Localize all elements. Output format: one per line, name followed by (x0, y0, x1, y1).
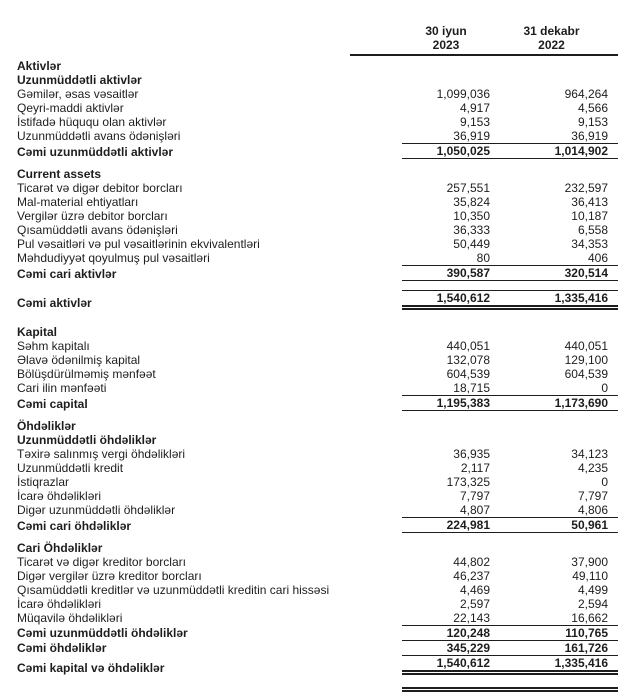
row-values (402, 265, 618, 281)
row-label: Cari ilin mənfəəti (17, 381, 107, 395)
row-values (402, 115, 618, 129)
value-31-dekabr-2022: 4,566 (577, 101, 608, 115)
item-row (17, 583, 618, 597)
row-label: Ticarət və digər debitor borcları (17, 181, 183, 195)
value-30-iyun-2023: 36,333 (453, 223, 490, 237)
value-31-dekabr-2022: 232,597 (564, 181, 608, 195)
value-30-iyun-2023: 440,051 (446, 339, 490, 353)
value-30-iyun-2023: 50,449 (453, 237, 490, 251)
value-31-dekabr-2022: 964,264 (564, 87, 608, 101)
row-values (402, 143, 618, 159)
row-values (402, 395, 618, 411)
section-heading: Kapital (17, 325, 58, 339)
total-row (17, 625, 618, 640)
item-row (17, 461, 618, 475)
value-31-dekabr-2022: 36,413 (571, 195, 608, 209)
value-30-iyun-2023: 4,807 (459, 503, 490, 517)
value-31-dekabr-2022: 49,110 (572, 569, 608, 583)
value-30-iyun-2023: 224,981 (446, 518, 490, 532)
section-heading: Öhdəliklər (17, 419, 76, 433)
value-30-iyun-2023: 44,802 (453, 555, 490, 569)
section-heading: Uzunmüddətli aktivlər (17, 73, 142, 87)
row-values (402, 339, 618, 353)
value-31-dekabr-2022: 9,153 (577, 115, 608, 129)
row-label: Mal-material ehtiyatları (17, 195, 139, 209)
row-label: Ticarət və digər kreditor borcları (17, 555, 186, 569)
item-row (17, 129, 618, 143)
item-row (17, 251, 618, 265)
item-row (17, 569, 618, 583)
row-values (402, 129, 618, 143)
section-row (17, 433, 618, 447)
value-30-iyun-2023: 604,539 (446, 367, 490, 381)
row-label: Təxirə salınmış vergi öhdəlikləri (17, 447, 186, 461)
row-label: Cəmi cari öhdəliklər (17, 519, 132, 533)
row-values (402, 195, 618, 209)
value-30-iyun-2023: 120,248 (446, 626, 490, 640)
value-30-iyun-2023: 35,824 (453, 195, 490, 209)
item-row (17, 209, 618, 223)
value-30-iyun-2023: 22,143 (453, 611, 490, 625)
row-values (402, 583, 618, 597)
row-values (402, 251, 618, 265)
item-row (17, 503, 618, 517)
row-label: Cəmi capital (17, 397, 88, 411)
row-values (402, 611, 618, 625)
value-31-dekabr-2022: 320,514 (564, 266, 608, 280)
row-label: Cəmi öhdəliklər (17, 641, 107, 655)
value-31-dekabr-2022: 0 (601, 475, 608, 489)
column-header-31-dekabr-2022 (495, 24, 618, 52)
value-31-dekabr-2022: 0 (601, 381, 608, 395)
value-31-dekabr-2022: 34,123 (571, 447, 608, 461)
row-label: İstiqrazlar (17, 475, 70, 489)
value-30-iyun-2023: 4,917 (459, 101, 490, 115)
column-header-line: 2023 (432, 38, 460, 52)
row-values (402, 461, 618, 475)
value-31-dekabr-2022: 1,173,690 (554, 396, 608, 410)
value-30-iyun-2023: 1,540,612 (436, 291, 490, 305)
section-heading: Aktivlər (17, 59, 62, 73)
row-values (402, 353, 618, 367)
row-label: Müqavilə öhdəlikləri (17, 611, 123, 625)
row-values (402, 640, 618, 655)
item-row (17, 475, 618, 489)
financial-statement-rows (17, 59, 618, 692)
row-values (402, 181, 618, 195)
row-values (402, 367, 618, 381)
row-values (402, 381, 618, 395)
row-label: Bölüşdürülməmiş mənfəət (17, 367, 156, 381)
value-30-iyun-2023: 2,597 (459, 597, 490, 611)
value-31-dekabr-2022: 440,051 (564, 339, 608, 353)
value-31-dekabr-2022: 4,235 (577, 461, 608, 475)
row-values (402, 569, 618, 583)
row-values (402, 223, 618, 237)
value-30-iyun-2023: 36,935 (453, 447, 490, 461)
total-row (17, 395, 618, 411)
row-label: Vergilər üzrə debitor borcları (17, 209, 168, 223)
value-30-iyun-2023: 80 (476, 251, 490, 265)
header-underline-rule (350, 54, 618, 56)
item-row (17, 367, 618, 381)
value-30-iyun-2023: 257,551 (446, 181, 490, 195)
row-values (402, 555, 618, 569)
value-31-dekabr-2022: 10,187 (571, 209, 608, 223)
section-heading: Uzunmüddətli öhdəliklər (17, 433, 157, 447)
value-30-iyun-2023: 46,237 (453, 569, 490, 583)
header-values (402, 24, 618, 52)
row-label: Cəmi kapital və öhdəliklər (17, 661, 165, 675)
value-31-dekabr-2022: 4,499 (577, 583, 608, 597)
item-row (17, 181, 618, 195)
row-label: Səhm kapitalı (17, 339, 90, 353)
section-row (17, 167, 618, 181)
value-30-iyun-2023: 10,350 (453, 209, 490, 223)
section-spacer (17, 411, 618, 419)
total-row (17, 265, 618, 281)
section-spacer (17, 310, 618, 325)
row-label: Digər uzunmüddətli öhdəliklər (17, 503, 176, 517)
column-headers (17, 24, 618, 52)
value-31-dekabr-2022: 34,353 (571, 237, 608, 251)
value-31-dekabr-2022: 7,797 (577, 489, 608, 503)
section-spacer (17, 533, 618, 541)
row-label: İcarə öhdəlikləri (17, 597, 102, 611)
row-values (402, 597, 618, 611)
total-row (17, 290, 618, 310)
section-heading: Current assets (17, 167, 102, 181)
total-row (17, 517, 618, 533)
value-31-dekabr-2022: 110,765 (565, 626, 608, 640)
row-label: Gəmilər, əsas vəsaitlər (17, 87, 139, 101)
item-row (17, 597, 618, 611)
item-row (17, 223, 618, 237)
value-30-iyun-2023: 1,540,612 (436, 656, 490, 670)
row-values (402, 655, 618, 675)
value-31-dekabr-2022: 37,900 (571, 555, 608, 569)
column-header-line: 30 iyun (425, 24, 467, 38)
section-row (17, 419, 618, 433)
closing-double-rule (402, 687, 618, 692)
column-header-line: 2022 (538, 38, 565, 52)
row-label: Uzunmüddətli kredit (17, 461, 124, 475)
row-label: Digər vergilər üzrə kreditor borcları (17, 569, 202, 583)
item-row (17, 237, 618, 251)
value-31-dekabr-2022: 6,558 (577, 223, 608, 237)
column-header-30-iyun-2023 (402, 24, 495, 52)
total-row (17, 143, 618, 159)
value-31-dekabr-2022: 4,806 (577, 503, 608, 517)
row-label: Məhdudiyyət qoyulmuş pul vəsaitləri (17, 251, 210, 265)
row-values (402, 625, 618, 640)
value-30-iyun-2023: 7,797 (459, 489, 490, 503)
item-row (17, 115, 618, 129)
row-label: Cəmi uzunmüddətli öhdəliklər (17, 626, 188, 640)
row-label: Cəmi cari aktivlər (17, 267, 117, 281)
item-row (17, 447, 618, 461)
section-row (17, 541, 618, 555)
section-row (17, 73, 618, 87)
section-spacer (17, 281, 618, 290)
value-30-iyun-2023: 18,715 (453, 381, 490, 395)
value-30-iyun-2023: 1,050,025 (436, 144, 490, 158)
item-row (17, 195, 618, 209)
row-values (402, 290, 618, 310)
section-spacer (17, 159, 618, 167)
row-label: Əlavə ödənilmiş kapital (17, 353, 141, 367)
value-31-dekabr-2022: 1,335,416 (554, 656, 608, 670)
item-row (17, 381, 618, 395)
value-30-iyun-2023: 36,919 (453, 129, 490, 143)
value-31-dekabr-2022: 129,100 (564, 353, 608, 367)
total-row (17, 655, 618, 675)
row-values (402, 503, 618, 517)
row-label: İcarə öhdəlikləri (17, 489, 102, 503)
row-values (402, 237, 618, 251)
total-row (17, 640, 618, 655)
value-31-dekabr-2022: 161,726 (564, 641, 608, 655)
row-label: Qısamüddətli avans ödənişləri (17, 223, 178, 237)
section-spacer (17, 675, 618, 687)
row-values (402, 517, 618, 533)
value-31-dekabr-2022: 2,594 (577, 597, 608, 611)
value-31-dekabr-2022: 604,539 (564, 367, 608, 381)
value-30-iyun-2023: 4,469 (459, 583, 490, 597)
row-label: Cəmi aktivlər (17, 296, 92, 310)
column-header-line: 31 dekabr (523, 24, 580, 38)
value-30-iyun-2023: 132,078 (446, 353, 490, 367)
row-label: Qısamüddətli kreditlər və uzunmüddətli kreditin cari hissəsi (17, 583, 330, 597)
row-values (402, 489, 618, 503)
item-row (17, 353, 618, 367)
row-values (402, 87, 618, 101)
section-row (17, 325, 618, 339)
row-values (402, 447, 618, 461)
value-31-dekabr-2022: 16,662 (571, 611, 608, 625)
row-label: Qeyri-maddi aktivlər (17, 101, 124, 115)
value-30-iyun-2023: 1,099,036 (436, 87, 490, 101)
value-30-iyun-2023: 345,229 (446, 641, 490, 655)
row-values (402, 101, 618, 115)
row-label: Pul vəsaitləri və pul vəsaitlərinin ekvivalentləri (17, 237, 260, 251)
value-30-iyun-2023: 390,587 (446, 266, 490, 280)
value-31-dekabr-2022: 406 (587, 251, 608, 265)
item-row (17, 87, 618, 101)
item-row (17, 555, 618, 569)
row-values (402, 475, 618, 489)
value-31-dekabr-2022: 1,014,902 (554, 144, 608, 158)
item-row (17, 489, 618, 503)
section-row (17, 59, 618, 73)
row-label: Cəmi uzunmüddətli aktivlər (17, 145, 174, 159)
value-30-iyun-2023: 173,325 (446, 475, 490, 489)
row-label: İstifadə hüququ olan aktivlər (17, 115, 167, 129)
value-30-iyun-2023: 2,117 (460, 461, 490, 475)
value-31-dekabr-2022: 50,961 (571, 518, 608, 532)
value-30-iyun-2023: 9,153 (459, 115, 490, 129)
value-30-iyun-2023: 1,195,383 (436, 396, 490, 410)
item-row (17, 611, 618, 625)
row-values (402, 209, 618, 223)
value-31-dekabr-2022: 1,335,416 (554, 291, 608, 305)
item-row (17, 101, 618, 115)
value-31-dekabr-2022: 36,919 (571, 129, 608, 143)
item-row (17, 339, 618, 353)
row-label: Uzunmüddətli avans ödənişləri (17, 129, 181, 143)
section-heading: Cari Öhdəliklər (17, 541, 103, 555)
